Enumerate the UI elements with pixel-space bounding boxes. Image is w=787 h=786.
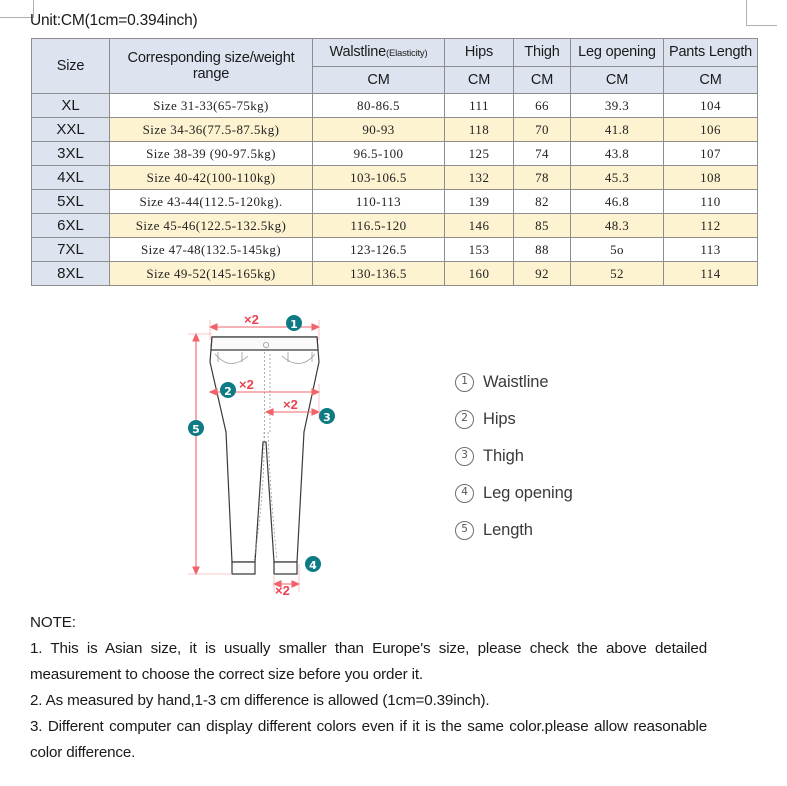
badge-2-hips [220,382,236,398]
cell-leg-opening: 39.3 [571,94,664,118]
legend-item-label: Waistline [483,372,549,391]
badge-1-waistline [286,315,302,331]
cell-hips: 111 [445,94,514,118]
cell-thigh: 74 [514,142,571,166]
table-row [32,190,758,214]
cell-corresponding: Size 34-36(77.5-87.5kg) [110,118,313,142]
x2-label-thigh: ×2 [283,397,298,412]
cell-waistline: 96.5-100 [313,142,445,166]
size-chart-table-container [31,38,757,286]
cell-leg-opening: 43.8 [571,142,664,166]
cell-corresponding: Size 43-44(112.5-120kg). [110,190,313,214]
cell-size: 4XL [32,166,110,190]
header-waistline-text: Walstline [329,44,387,61]
cell-size: 6XL [32,214,110,238]
header-unit-leg-opening: CM [571,66,664,94]
cell-pants-length: 110 [664,190,758,214]
cell-waistline: 123-126.5 [313,238,445,262]
cell-thigh: 88 [514,238,571,262]
cell-pants-length: 114 [664,262,758,286]
cell-size: XL [32,94,110,118]
header-unit-waistline: CM [313,66,445,94]
svg-text:4: 4 [309,559,317,572]
corner-mark-top-left [0,0,34,18]
cell-pants-length: 112 [664,214,758,238]
pants-diagram [182,312,352,597]
cell-pants-length: 107 [664,142,758,166]
table-row [32,118,758,142]
legend-number-icon: 4 [455,484,474,503]
cell-leg-opening: 48.3 [571,214,664,238]
notes-section [30,610,707,766]
svg-text:5: 5 [192,423,200,436]
cell-hips: 125 [445,142,514,166]
table-header [32,39,758,94]
cell-pants-length: 113 [664,238,758,262]
x2-label-waistline: ×2 [244,312,259,327]
header-waistline-elasticity: (Elasticity) [386,48,428,60]
cell-corresponding: Size 40-42(100-110kg) [110,166,313,190]
cell-leg-opening: 46.8 [571,190,664,214]
cell-thigh: 92 [514,262,571,286]
legend-item-label: Thigh [483,446,524,465]
header-leg-opening: Leg opening [571,39,664,67]
legend-item-leg-opening [455,479,705,507]
cell-leg-opening: 52 [571,262,664,286]
header-unit-thigh: CM [514,66,571,94]
x2-label-leg-opening: ×2 [275,583,290,597]
cell-waistline: 110-113 [313,190,445,214]
note-item-2: 2. As measured by hand,1-3 cm difference is allowed (1cm=0.39inch). [30,692,490,709]
table-row [32,214,758,238]
header-size: Size [32,39,110,94]
cell-thigh: 70 [514,118,571,142]
svg-text:2: 2 [224,385,232,398]
header-unit-hips: CM [445,66,514,94]
table-row [32,94,758,118]
cell-waistline: 80-86.5 [313,94,445,118]
cell-waistline: 130-136.5 [313,262,445,286]
cell-corresponding: Size 31-33(65-75kg) [110,94,313,118]
cell-pants-length: 106 [664,118,758,142]
table-header-row-1 [32,39,758,67]
cell-pants-length: 104 [664,94,758,118]
x2-label-hips: ×2 [239,377,254,392]
table-row [32,142,758,166]
header-unit-pants-length: CM [664,66,758,94]
badge-3-thigh [319,408,335,424]
legend-item-waistline [455,368,705,396]
cell-hips: 118 [445,118,514,142]
cell-size: 7XL [32,238,110,262]
unit-note: Unit:CM(1cm=0.394inch) [30,12,198,29]
measurement-legend [455,368,705,553]
corner-mark-top-right [746,0,777,26]
svg-text:1: 1 [290,318,298,331]
table-row [32,262,758,286]
measurement-guide-section [0,300,787,600]
cell-hips: 153 [445,238,514,262]
badge-5-length [188,420,204,436]
legend-item-thigh [455,442,705,470]
cell-waistline: 116.5-120 [313,214,445,238]
cell-leg-opening: 41.8 [571,118,664,142]
table-row [32,238,758,262]
note-item-1: 1. This is Asian size, it is usually smaller than Europe's size, please check the above detailed measurement to choose the correct size before you order it. [30,640,707,683]
cell-thigh: 78 [514,166,571,190]
cell-hips: 132 [445,166,514,190]
legend-item-label: Length [483,520,533,539]
size-chart-table [31,38,758,286]
cell-waistline: 103-106.5 [313,166,445,190]
cell-size: 8XL [32,262,110,286]
cell-leg-opening: 45.3 [571,166,664,190]
header-thigh: Thigh [514,39,571,67]
cell-leg-opening: 5o [571,238,664,262]
badge-4-leg-opening [305,556,321,572]
legend-number-icon: 3 [455,447,474,466]
legend-number-icon: 2 [455,410,474,429]
header-pants-length: Pants Length [664,39,758,67]
legend-item-length [455,516,705,544]
header-corresponding-size-weight: Corresponding size/weight range [110,39,313,94]
legend-item-label: Hips [483,409,516,428]
note-item-3: 3. Different computer can display different colors even if it is the same color.please allow reasonable color difference. [30,718,707,761]
cell-hips: 146 [445,214,514,238]
cell-hips: 139 [445,190,514,214]
legend-item-label: Leg opening [483,483,573,502]
legend-item-hips [455,405,705,433]
cell-waistline: 90-93 [313,118,445,142]
cell-size: 3XL [32,142,110,166]
cell-pants-length: 108 [664,166,758,190]
cell-size: XXL [32,118,110,142]
cell-thigh: 66 [514,94,571,118]
cell-thigh: 82 [514,190,571,214]
cell-hips: 160 [445,262,514,286]
legend-number-icon: 1 [455,373,474,392]
pants-diagram-svg [182,312,352,597]
table-body [32,94,758,286]
legend-number-icon: 5 [455,521,474,540]
cell-corresponding: Size 47-48(132.5-145kg) [110,238,313,262]
header-waistline [313,39,445,67]
cell-thigh: 85 [514,214,571,238]
header-hips: Hips [445,39,514,67]
table-row [32,166,758,190]
notes-title: NOTE: [30,614,76,631]
cell-corresponding: Size 45-46(122.5-132.5kg) [110,214,313,238]
cell-corresponding: Size 38-39 (90-97.5kg) [110,142,313,166]
cell-corresponding: Size 49-52(145-165kg) [110,262,313,286]
cell-size: 5XL [32,190,110,214]
svg-text:3: 3 [323,411,331,424]
